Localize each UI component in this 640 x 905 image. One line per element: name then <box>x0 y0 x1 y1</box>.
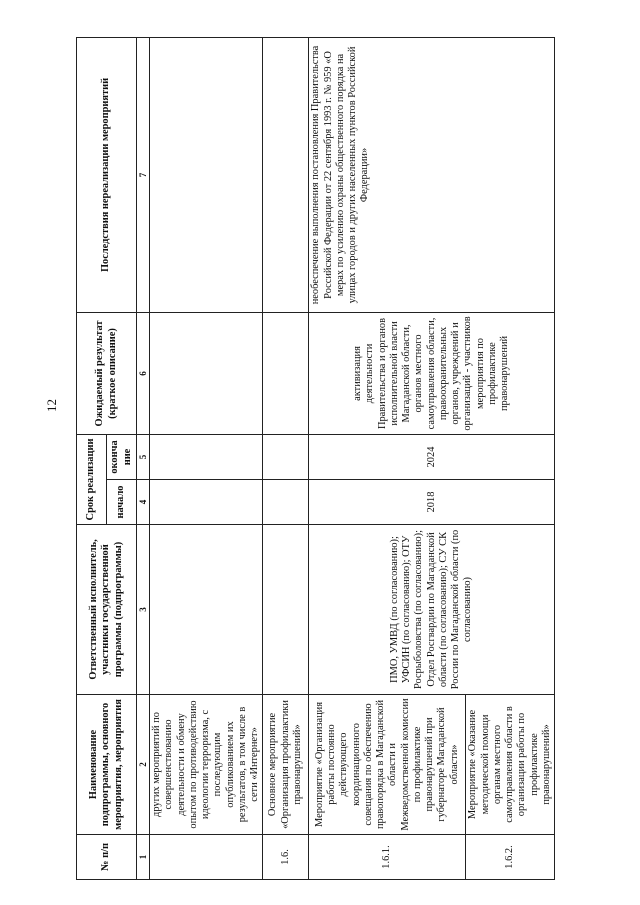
row-consequences <box>263 37 309 312</box>
column-number: 4 <box>137 480 150 525</box>
header-name: Наименование подпрограммы, основного мероприятия, мероприятия <box>77 695 137 835</box>
row-name: Основное мероприятие «Организация профилактики правонарушений» <box>263 695 309 835</box>
row-consequences: необеспечение выполнения постановления Правительства Российской Федерации от 22 сентября 1993 г. № 959 «О мерах по усилению охраны общественного порядка на улицах городов и других населенных пунктов Российской Федерации» <box>309 37 555 312</box>
row-num: 1.6.2. <box>466 835 555 880</box>
page-number: 12 <box>44 399 59 412</box>
column-number-row <box>137 37 150 879</box>
row-num <box>150 835 263 880</box>
row-result: активизация деятельности Правительства и органов исполнительной власти Магаданской области, органов местного самоуправления области, правоохранительных органов, учреждений и организаций - участников мероприятия по профилактике правонарушений <box>309 312 555 434</box>
row-num: 1.6.1. <box>309 835 466 880</box>
row-end <box>263 434 309 479</box>
column-number: 7 <box>137 37 150 312</box>
column-number: 3 <box>137 525 150 695</box>
header-end: окончание <box>107 434 137 479</box>
row-start <box>263 480 309 525</box>
header-consequences: Последствия нереализации мероприятий <box>77 37 137 312</box>
header-num: № п/п <box>77 835 137 880</box>
row-end <box>150 434 263 479</box>
row-start <box>150 480 263 525</box>
row-executor <box>263 525 309 695</box>
table-row <box>150 37 263 879</box>
header-period: Срок реализации <box>77 434 107 524</box>
table-row <box>309 37 466 879</box>
program-table <box>76 37 555 880</box>
row-name: других мероприятий по совершенствованию деятельности и обмену опытом по противодействию идеологии терроризма, с последующим опубликованием их результатов, в том числе в сети «Интернет» <box>150 695 263 835</box>
header-result: Ожидаемый результат (краткое описание) <box>77 312 137 434</box>
row-end: 2024 <box>309 434 555 479</box>
row-name: Мероприятие «Оказание методической помощи органам местного самоуправления области в организации работы по профилактике правонарушений» <box>466 695 555 835</box>
row-result <box>150 312 263 434</box>
column-number: 6 <box>137 312 150 434</box>
row-executor <box>150 525 263 695</box>
table-row <box>263 37 309 879</box>
header-executor: Ответственный исполнитель, участники государственной программы (подпрограммы) <box>77 525 137 695</box>
column-number: 5 <box>137 434 150 479</box>
header-start: начало <box>107 480 137 525</box>
row-start: 2018 <box>309 480 555 525</box>
column-number: 2 <box>137 695 150 835</box>
row-executor: ПМО, УМВД (по согласованию); УФСИН (по согласованию); ОТУ Росрыболовства (по согласованию); Отдел Росгвардии по Магаданской области (по согласованию); СУ СК России по Магаданской области (по согласованию) <box>309 525 555 695</box>
row-consequences <box>150 37 263 312</box>
rotated-page <box>76 38 596 880</box>
row-name: Мероприятие «Организация работы постоянно действующего координационного совещания по обеспечению правопорядка в Магаданской области и Межведомственной комиссии по профилактике правонарушений при губернаторе Магаданской области» <box>309 695 466 835</box>
column-number: 1 <box>137 835 150 880</box>
row-num: 1.6. <box>263 835 309 880</box>
row-result <box>263 312 309 434</box>
